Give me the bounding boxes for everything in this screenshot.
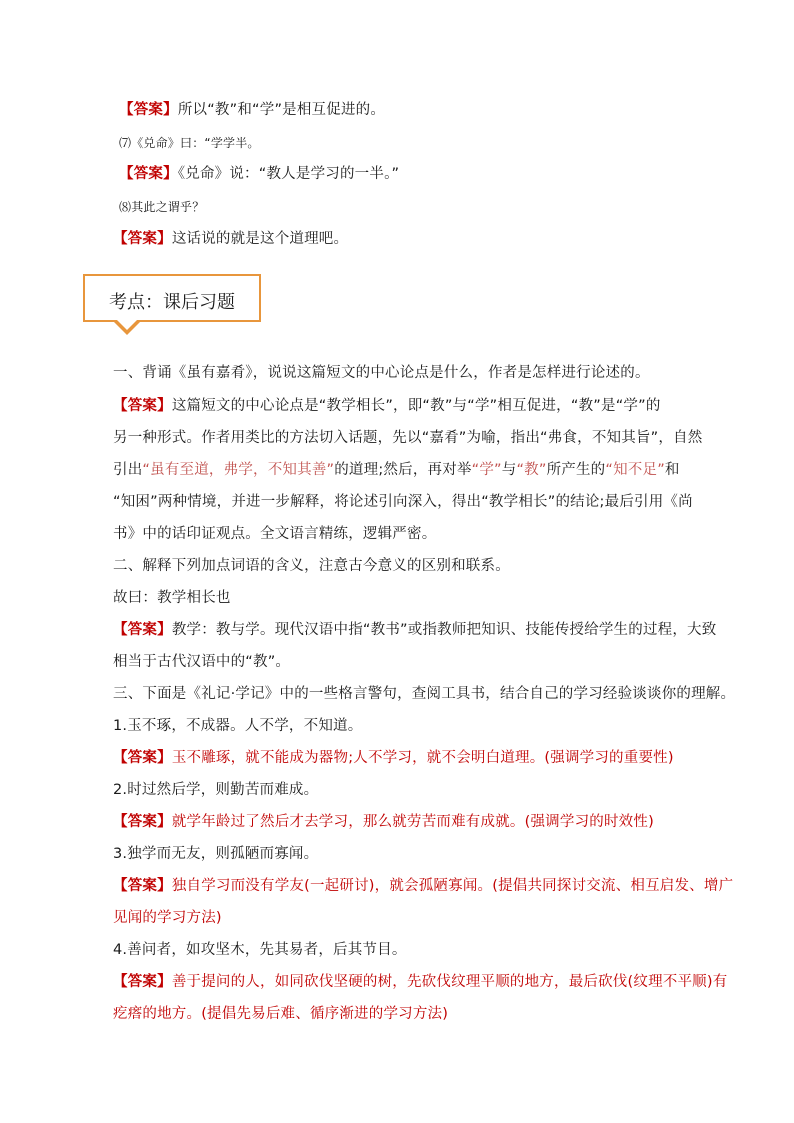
- answer-tag: 【答案】: [113, 398, 172, 414]
- answer-tag: 【答案】: [113, 750, 172, 766]
- answer-text: 教学：教与学。现代汉语中指“教书”或指教师把知识、技能传授给学生的过程，大致: [171, 622, 717, 638]
- answer-line: [113, 748, 674, 768]
- answer-line: [113, 812, 654, 832]
- answer-continuation: 相当于古代汉语中的“教”。: [113, 654, 291, 670]
- answer-line: [113, 396, 661, 416]
- highlight-quote: “教”: [516, 462, 547, 478]
- answer-continuation: 书》中的话印证观点。全文语言精练，逻辑严密。: [113, 526, 437, 542]
- answer-tag: 【答案】: [113, 622, 172, 638]
- highlight-quote: “学”: [471, 462, 502, 478]
- answer-line: [113, 229, 348, 249]
- answer-continuation: 另一种形式。作者用类比的方法切入话题，先以“嘉肴”为喻，指出“弗食，不知其旨”，自然: [113, 430, 703, 446]
- answer-text: 玉不雕琢，就不能成为器物;人不学习，就不会明白道理。(强调学习的重要性): [171, 750, 674, 766]
- answer-continuation: 引出“虽有至道，弗学，不知其善”的道理;然后，再对举“学”与“教”所产生的“知不足”和: [113, 462, 680, 478]
- answer-text: 独自学习而没有学友(一起研讨)，就会孤陋寡闻。(提倡共同探讨交流、相互启发、增广: [171, 878, 734, 894]
- answer-continuation: 见闻的学习方法): [113, 910, 222, 926]
- answer-tag: 【答案】: [113, 878, 172, 894]
- answer-line: [113, 620, 716, 640]
- question-item: 故曰：教学相长也: [113, 590, 231, 606]
- answer-line: [119, 164, 399, 184]
- answer-line: [119, 100, 385, 120]
- answer-tag: 【答案】: [119, 102, 178, 118]
- question-heading: 二、解释下列加点词语的含义，注意古今意义的区别和联系。: [113, 558, 510, 574]
- answer-text: 《兑命》说：“教人是学习的一半。”: [177, 166, 400, 182]
- answer-line: [113, 972, 727, 992]
- answer-tag: 【答案】: [113, 231, 172, 247]
- question-item: 4.善问者，如攻坚木，先其易者，后其节目。: [113, 942, 407, 958]
- answer-continuation: 疙瘩的地方。(提倡先易后难、循序渐进的学习方法): [113, 1006, 449, 1022]
- question-heading: 一、背诵《虽有嘉肴》，说说这篇短文的中心论点是什么，作者是怎样进行论述的。: [113, 365, 650, 381]
- answer-text: 善于提问的人，如同砍伐坚硬的树，先砍伐纹理平顺的地方，最后砍伐(纹理不平顺)有: [171, 974, 728, 990]
- answer-text: 所以“教”和“学”是相互促进的。: [177, 102, 386, 118]
- callout-title: 考点：课后习题: [109, 292, 235, 313]
- question-line: ⑻其此之谓乎？: [119, 200, 205, 214]
- answer-continuation: “知困”两种情境，并进一步解释，将论述引向深入，得出“教学相长”的结论;最后引用《尚: [113, 494, 693, 510]
- answer-tag: 【答案】: [119, 166, 178, 182]
- question-item: 3.独学而无友，则孤陋而寡闻。: [113, 846, 319, 862]
- answer-text: 这篇短文的中心论点是“教学相长”，即“教”与“学”相互促进，“教”是“学”的: [171, 398, 661, 414]
- question-item: 1.玉不琢，不成器。人不学，不知道。: [113, 718, 363, 734]
- highlight-quote: “虽有至道，弗学，不知其善”: [142, 462, 335, 478]
- answer-tag: 【答案】: [113, 814, 172, 830]
- question-heading: 三、下面是《礼记·学记》中的一些格言警句，查阅工具书，结合自己的学习经验谈谈你的理解。: [113, 686, 736, 702]
- answer-text: 这话说的就是这个道理吧。: [171, 231, 349, 247]
- highlight-quote: “知不足”: [605, 462, 665, 478]
- answer-line: [113, 876, 733, 896]
- answer-text: 就学年龄过了然后才去学习，那么就劳苦而难有成就。(强调学习的时效性): [171, 814, 654, 830]
- section-callout: [83, 274, 261, 322]
- question-line: ⑺《兑命》曰：“学学半。: [119, 136, 260, 150]
- answer-tag: 【答案】: [113, 974, 172, 990]
- question-item: 2.时过然后学，则勤苦而难成。: [113, 782, 319, 798]
